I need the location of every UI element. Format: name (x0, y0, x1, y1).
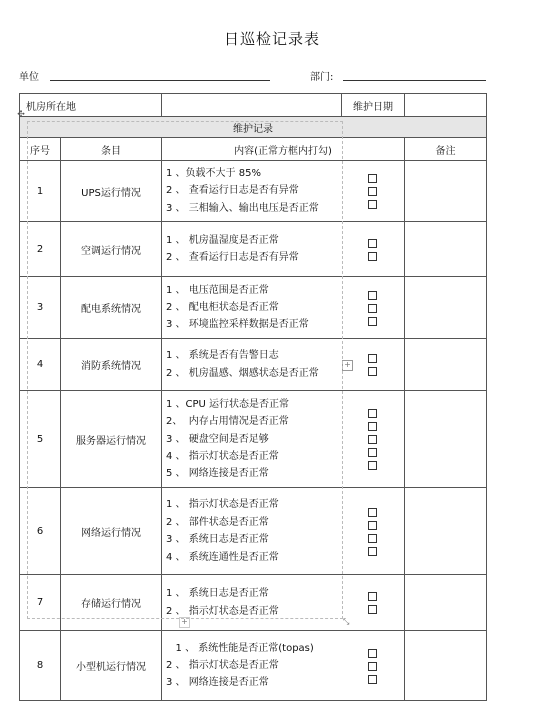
check-item-label: 4 、 指示灯状态是否正常 (166, 450, 279, 462)
check-item-label: 5 、 网络连接是否正常 (166, 468, 269, 480)
col-item: 条目 (61, 138, 162, 161)
check-item-label: 1 、 电压范围是否正常 (166, 284, 269, 296)
check-item-label: 2 、 查看运行日志是否有异常 (166, 185, 299, 197)
dept-line (343, 80, 486, 81)
table-resize-icon[interactable]: ⤡ (343, 617, 350, 626)
check-item-label: 2 、 指示灯状态是否正常 (166, 605, 279, 617)
checkbox[interactable] (368, 435, 377, 444)
checkbox[interactable] (368, 252, 377, 261)
unit-label: 单位 (19, 72, 39, 83)
row-seq: 8 (20, 631, 61, 701)
checkbox[interactable] (368, 448, 377, 457)
row-seq: 3 (20, 277, 61, 339)
row-note[interactable] (405, 488, 487, 575)
checkbox[interactable] (368, 200, 377, 209)
check-item-label: 3 、 环境监控采样数据是否正常 (166, 319, 309, 331)
check-item-label: 1 、 系统是否有告警日志 (166, 350, 279, 362)
row-item: UPS运行情况 (61, 161, 162, 222)
checkbox[interactable] (368, 605, 377, 614)
check-item-label: 2 、 配电柜状态是否正常 (166, 302, 279, 314)
table-row (20, 391, 487, 488)
row-content (162, 161, 342, 222)
check-item-label: 1 、 指示灯状态是否正常 (166, 499, 279, 511)
row-seq: 1 (20, 161, 61, 222)
row-seq: 2 (20, 222, 61, 277)
check-item-label: 4 、 系统连通性是否正常 (166, 551, 279, 563)
row-checkboxes (342, 391, 405, 488)
room-location-label: 机房所在地 (20, 94, 162, 117)
row-seq: 6 (20, 488, 61, 575)
row-item: 小型机运行情况 (61, 631, 162, 701)
check-item-label: 1 、负载不大于 85% (166, 168, 261, 179)
unit-line (50, 80, 270, 81)
checkbox[interactable] (368, 187, 377, 196)
room-location-value[interactable] (162, 94, 342, 117)
checkbox[interactable] (368, 508, 377, 517)
row-note[interactable] (405, 391, 487, 488)
maint-date-label: 维护日期 (342, 94, 405, 117)
check-item-label: 1 、 机房温湿度是否正常 (166, 234, 279, 246)
table-row (20, 222, 487, 277)
col-note: 备注 (405, 138, 487, 161)
checkbox[interactable] (368, 547, 377, 556)
row-content (162, 339, 342, 391)
table-row (20, 277, 487, 339)
row-note[interactable] (405, 339, 487, 391)
checkbox[interactable] (368, 461, 377, 470)
checkbox[interactable] (368, 367, 377, 376)
checkbox[interactable] (368, 649, 377, 658)
checkbox[interactable] (368, 304, 377, 313)
row-note[interactable] (405, 161, 487, 222)
row-checkboxes (342, 575, 405, 631)
check-item-label: 2 、 机房温感、烟感状态是否正常 (166, 367, 319, 379)
table-row (20, 631, 487, 701)
row-content (162, 222, 342, 277)
row-item: 服务器运行情况 (61, 391, 162, 488)
row-content (162, 488, 342, 575)
row-seq: 4 (20, 339, 61, 391)
row-item: 消防系统情况 (61, 339, 162, 391)
checkbox[interactable] (368, 534, 377, 543)
row-checkboxes (342, 631, 405, 701)
checkbox[interactable] (368, 291, 377, 300)
row-note[interactable] (405, 631, 487, 701)
checkbox[interactable] (368, 239, 377, 248)
row-checkboxes (342, 222, 405, 277)
check-item-label: 1 、CPU 运行状态是否正常 (166, 398, 290, 410)
row-item: 空调运行情况 (61, 222, 162, 277)
section-row (20, 117, 487, 138)
checkbox[interactable] (368, 675, 377, 684)
column-header-row (20, 138, 487, 161)
check-item-label: 3 、 系统日志是否正常 (166, 534, 269, 546)
row-content (162, 631, 342, 701)
check-item-label: 3 、 三相输入、输出电压是否正常 (166, 202, 319, 214)
check-item-label: 3 、 硬盘空间是否足够 (166, 433, 269, 445)
check-item-label: 1 、 系统日志是否正常 (166, 588, 269, 600)
col-seq: 序号 (20, 138, 61, 161)
row-seq: 7 (20, 575, 61, 631)
row-item: 存储运行情况 (61, 575, 162, 631)
check-item-label: 2、 内存占用情况是否正常 (166, 416, 289, 428)
insert-column-plus-icon[interactable]: + (342, 360, 353, 371)
table-row (20, 161, 487, 222)
check-item-label: 3 、 网络连接是否正常 (166, 677, 269, 689)
checkbox[interactable] (368, 662, 377, 671)
table-row (20, 488, 487, 575)
check-item-label: 2 、 查看运行日志是否有异常 (166, 252, 299, 264)
dept-label: 部门: (310, 72, 334, 83)
check-item-label: 1 、 系统性能是否正常(topas) (166, 642, 314, 654)
row-item: 配电系统情况 (61, 277, 162, 339)
row-checkboxes (342, 277, 405, 339)
checkbox[interactable] (368, 354, 377, 363)
row-note[interactable] (405, 222, 487, 277)
check-item-label: 2 、 指示灯状态是否正常 (166, 660, 279, 672)
checkbox[interactable] (368, 409, 377, 418)
check-item-label: 2 、 部件状态是否正常 (166, 516, 269, 528)
inspection-table (19, 93, 487, 701)
table-row (20, 575, 487, 631)
header-row (20, 94, 487, 117)
table-row (20, 339, 487, 391)
checkbox[interactable] (368, 422, 377, 431)
row-checkboxes (342, 161, 405, 222)
checkbox[interactable] (368, 592, 377, 601)
checkbox[interactable] (368, 174, 377, 183)
maint-date-value[interactable] (405, 94, 487, 117)
checkbox[interactable] (368, 317, 377, 326)
row-note[interactable] (405, 575, 487, 631)
checkbox[interactable] (368, 521, 377, 530)
page-title: 日巡检记录表 (223, 30, 320, 48)
table-move-icon[interactable]: ✣ (17, 110, 25, 120)
row-content (162, 277, 342, 339)
row-note[interactable] (405, 277, 487, 339)
row-content (162, 391, 342, 488)
col-content: 内容(正常方框内打勾) (162, 138, 405, 161)
row-seq: 5 (20, 391, 61, 488)
section-title: 维护记录 (20, 117, 487, 138)
insert-row-plus-icon[interactable]: + (179, 617, 190, 628)
row-checkboxes (342, 488, 405, 575)
row-item: 网络运行情况 (61, 488, 162, 575)
